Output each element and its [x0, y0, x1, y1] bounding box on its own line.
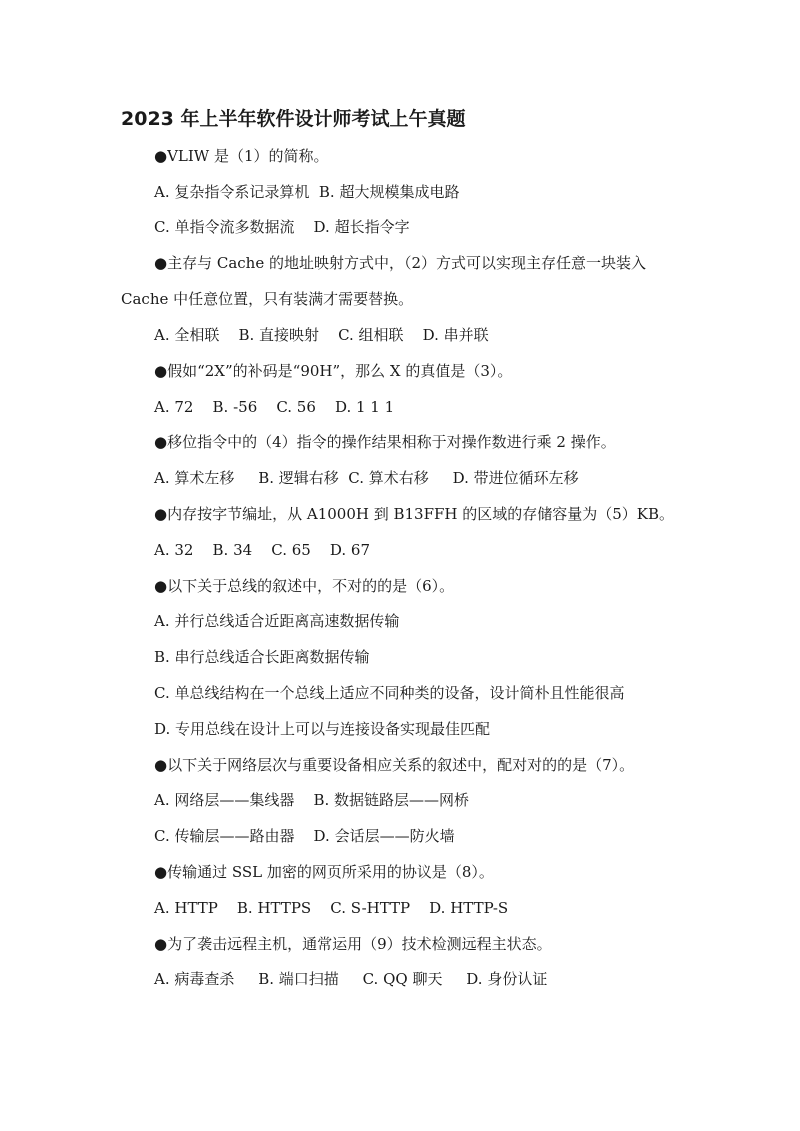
options-7b: C. 传输层——路由器 D. 会话层——防火墙	[154, 827, 455, 845]
option-6b: B. 串行总线适合长距离数据传输	[154, 648, 370, 666]
options-5: A. 32 B. 34 C. 65 D. 67	[154, 541, 370, 559]
page-title: 2023 年上半年软件设计师考试上午真题	[121, 108, 466, 130]
options-1b: C. 单指令流多数据流 D. 超长指令字	[154, 218, 410, 236]
options-8: A. HTTP B. HTTPS C. S-HTTP D. HTTP-S	[154, 899, 509, 917]
question-1: ●VLIW 是（1）的简称。	[154, 147, 329, 165]
options-2: A. 全相联 B. 直接映射 C. 组相联 D. 串并联	[154, 326, 489, 344]
option-6a: A. 并行总线适合近距离高速数据传输	[154, 612, 400, 630]
question-9: ●为了袭击远程主机，通常运用（9）技术检测远程主状态。	[154, 935, 552, 953]
question-7: ●以下关于网络层次与重要设备相应关系的叙述中，配对对的的是（7）。	[154, 756, 635, 774]
option-6c: C. 单总线结构在一个总线上适应不同种类的设备，设计简朴且性能很高	[154, 684, 625, 702]
question-2: ●主存与 Cache 的地址映射方式中，（2）方式可以实现主存任意一块装入	[154, 254, 647, 272]
question-6: ●以下关于总线的叙述中，不对的的是（6）。	[154, 577, 455, 595]
options-9: A. 病毒查杀 B. 端口扫描 C. QQ 聊天 D. 身份认证	[154, 970, 548, 988]
question-3: ●假如“2X”的补码是“90H”，那么 X 的真值是（3）。	[154, 362, 513, 380]
question-8: ●传输通过 SSL 加密的网页所采用的协议是（8）。	[154, 863, 494, 881]
question-5: ●内存按字节编址，从 A1000H 到 B13FFH 的区域的存储容量为（5）KB。	[154, 505, 675, 523]
options-1a: A. 复杂指令系记录算机 B. 超大规模集成电路	[154, 183, 460, 201]
options-3: A. 72 B. -56 C. 56 D. 1 1 1	[154, 398, 395, 416]
question-4: ●移位指令中的（4）指令的操作结果相称于对操作数进行乘 2 操作。	[154, 433, 616, 451]
option-6d: D. 专用总线在设计上可以与连接设备实现最佳匹配	[154, 720, 491, 738]
options-7a: A. 网络层——集线器 B. 数据链路层——网桥	[154, 791, 470, 809]
options-4: A. 算术左移 B. 逻辑右移 C. 算术右移 D. 带进位循环左移	[154, 469, 579, 487]
question-2-cont: Cache 中任意位置，只有装满才需要替换。	[121, 290, 414, 308]
